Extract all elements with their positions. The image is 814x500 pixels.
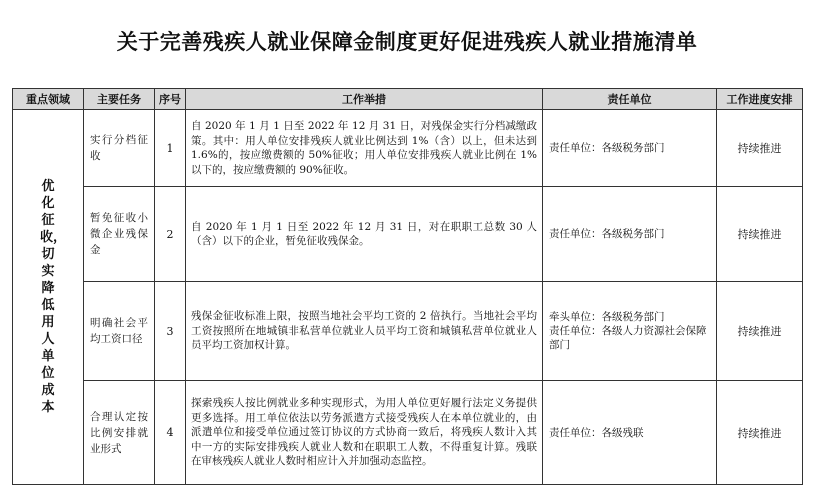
responsible-cell [543, 187, 717, 282]
progress-cell: 持续推进 [717, 381, 803, 485]
header-task: 主要任务 [84, 89, 155, 110]
header-progress: 工作进度安排 [717, 89, 803, 110]
seq-cell: 1 [155, 110, 186, 187]
seq-cell: 4 [155, 381, 186, 485]
responsible-line: 责任单位：各级人力资源社会保障部门 [549, 325, 707, 351]
area-cell [13, 110, 84, 485]
responsible-cell [543, 110, 717, 187]
task-label: 实行分档征收 [90, 134, 148, 162]
task-cell [84, 381, 155, 485]
responsible-line: 责任单位：各级残联 [549, 426, 644, 439]
seq-cell: 2 [155, 187, 186, 282]
seq-cell: 3 [155, 282, 186, 381]
header-measure: 工作举措 [186, 89, 543, 110]
header-area: 重点领域 [13, 89, 84, 110]
task-cell [84, 110, 155, 187]
table-header-row [13, 89, 803, 110]
document-title: 关于完善残疾人就业保障金制度更好促进残疾人就业措施清单 [116, 29, 698, 54]
task-label: 明确社会平均工资口径 [90, 317, 148, 345]
progress-cell: 持续推进 [717, 282, 803, 381]
measure-cell: 自 2020 年 1 月 1 日至 2022 年 12 月 31 日，对在职职工总数 30 人（含）以下的企业，暂免征收残保金。 [186, 187, 543, 282]
task-cell [84, 282, 155, 381]
task-label: 暂免征收小微企业残保金 [90, 212, 148, 256]
responsible-line: 牵头单位：各级税务部门 [549, 311, 665, 323]
responsible-cell [543, 381, 717, 485]
measure-cell: 自 2020 年 1 月 1 日至 2022 年 12 月 31 日，对残保金实行分档减缴政策。其中：用人单位安排残疾人就业比例达到 1%（含）以上，但未达到 1.6%的，按应缴费额的 50%征收；用人单位安排残疾人就业比例在 1%以下的，按应缴费额的 90%征收。 [186, 110, 543, 187]
table-row [13, 381, 803, 485]
progress-cell: 持续推进 [717, 110, 803, 187]
area-label: 优化征收，切实降低用人单位成本 [40, 179, 67, 415]
table-row [13, 282, 803, 381]
task-cell [84, 187, 155, 282]
measure-cell: 残保金征收标准上限，按照当地社会平均工资的 2 倍执行。当地社会平均工资按照所在地城镇非私营单位就业人员平均工资和城镇私营单位就业人员平均工资加权计算。 [186, 282, 543, 381]
task-label: 合理认定按比例安排就业形式 [90, 410, 148, 455]
responsible-line: 责任单位：各级税务部门 [549, 228, 665, 240]
responsible-cell [543, 282, 717, 381]
responsible-line: 责任单位：各级税务部门 [549, 142, 665, 154]
header-responsible: 责任单位 [543, 89, 717, 110]
measure-cell: 探索残疾人按比例就业多种实现形式，为用人单位更好履行法定义务提供更多选择。用工单位依法以劳务派遣方式接受残疾人在本单位就业的，由派遣单位和接受单位通过签订协议的方式协商一致后，将残疾人数计入其中一方的实际安排残疾人就业人数和在职职工人数，不得重复计算。残联在审核残疾人就业人数时相应计入并加强动态监控。 [186, 381, 543, 485]
table-row [13, 110, 803, 187]
header-seq: 序号 [155, 89, 186, 110]
progress-cell: 持续推进 [717, 187, 803, 282]
table-row [13, 187, 803, 282]
measures-table [12, 88, 803, 485]
